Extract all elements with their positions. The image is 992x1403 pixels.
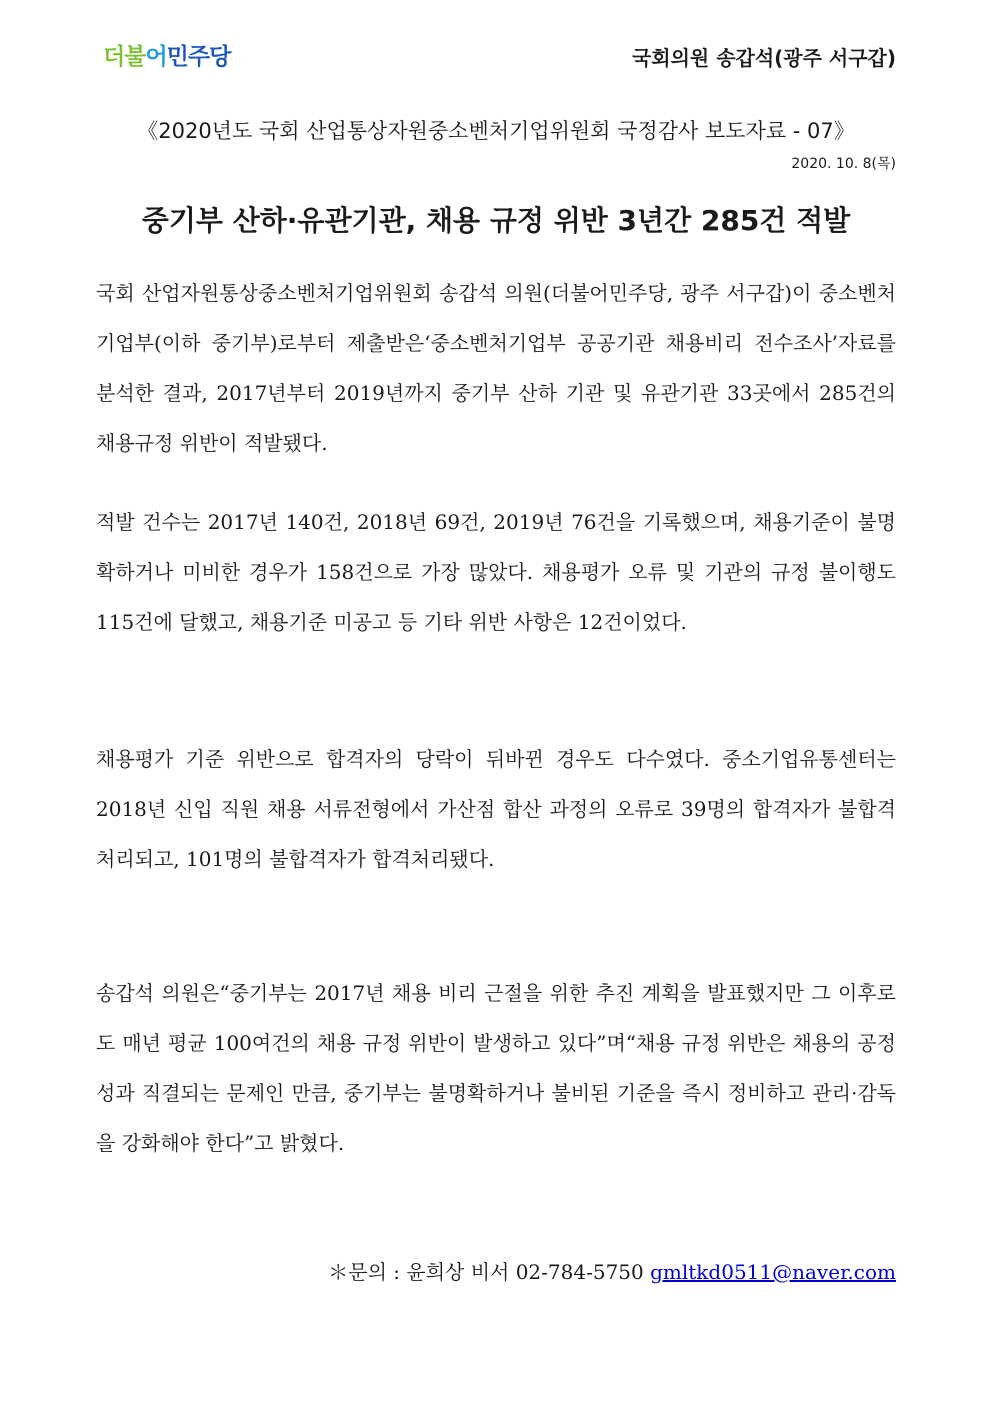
release-date: 2020. 10. 8(목) [791, 156, 896, 172]
party-logo [103, 42, 230, 72]
body-paragraph-2: 적발 건수는 2017년 140건, 2018년 69건, 2019년 76건을 기록했으며, 채용기준이 불명확하거나 미비한 경우가 158건으로 가장 많았다. 채용평가 오류 및 기관의 규정 불이행도 115건에 달했고, 채용기준 미공고 등 기타 위반 사항은 12건이었다. [96, 510, 896, 634]
body-paragraph-4: 송갑석 의원은“중기부는 2017년 채용 비리 근절을 위한 추진 계획을 발표했지만 그 이후로도 매년 평균 100여건의 채용 규정 위반이 발생하고 있다”며“채용 규정 위반은 채용의 공정성과 직결되는 문제인 만큼, 중기부는 불명확하거나 불비된 기준을 즉시 정비하고 관리·감독을 강화해야 한다”고 밝혔다. [96, 981, 896, 1155]
body-paragraph-3: 채용평가 기준 위반으로 합격자의 당락이 뒤바뀐 경우도 다수였다. 중소기업유통센터는 2018년 신입 직원 채용 서류전형에서 가산점 합산 과정의 오류로 39명의 합격자가 불합격 처리되고, 101명의 불합격자가 합격처리됐다. [96, 747, 896, 871]
contact-info [328, 1255, 896, 1289]
press-series-title: 《2020년도 국회 산업통상자원중소벤처기업위원회 국정감사 보도자료 - 07》 [137, 119, 855, 143]
party-logo-part1: 더불 [103, 44, 146, 70]
contact-email-link[interactable]: gmltkd0511@naver.com [650, 1260, 896, 1284]
headline: 중기부 산하·유관기관, 채용 규정 위반 3년간 285건 적발 [141, 204, 851, 237]
party-logo-part2: 어 [145, 44, 167, 70]
member-name: 국회의원 송갑석(광주 서구갑) [631, 46, 896, 70]
party-logo-part3: 민주당 [166, 44, 231, 70]
body-paragraph-1: 국회 산업자원통상중소벤처기업위원회 송갑석 의원(더불어민주당, 광주 서구갑)이 중소벤처기업부(이하 중기부)로부터 제출받은‘중소벤처기업부 공공기관 채용비리 전수조사’자료를 분석한 결과, 2017년부터 2019년까지 중기부 산하 기관 및 유관기관 33곳에서 285건의 채용규정 위반이 적발됐다. [96, 281, 896, 455]
contact-label: ＊문의 : 윤희상 비서 02-784-5750 [328, 1260, 644, 1284]
